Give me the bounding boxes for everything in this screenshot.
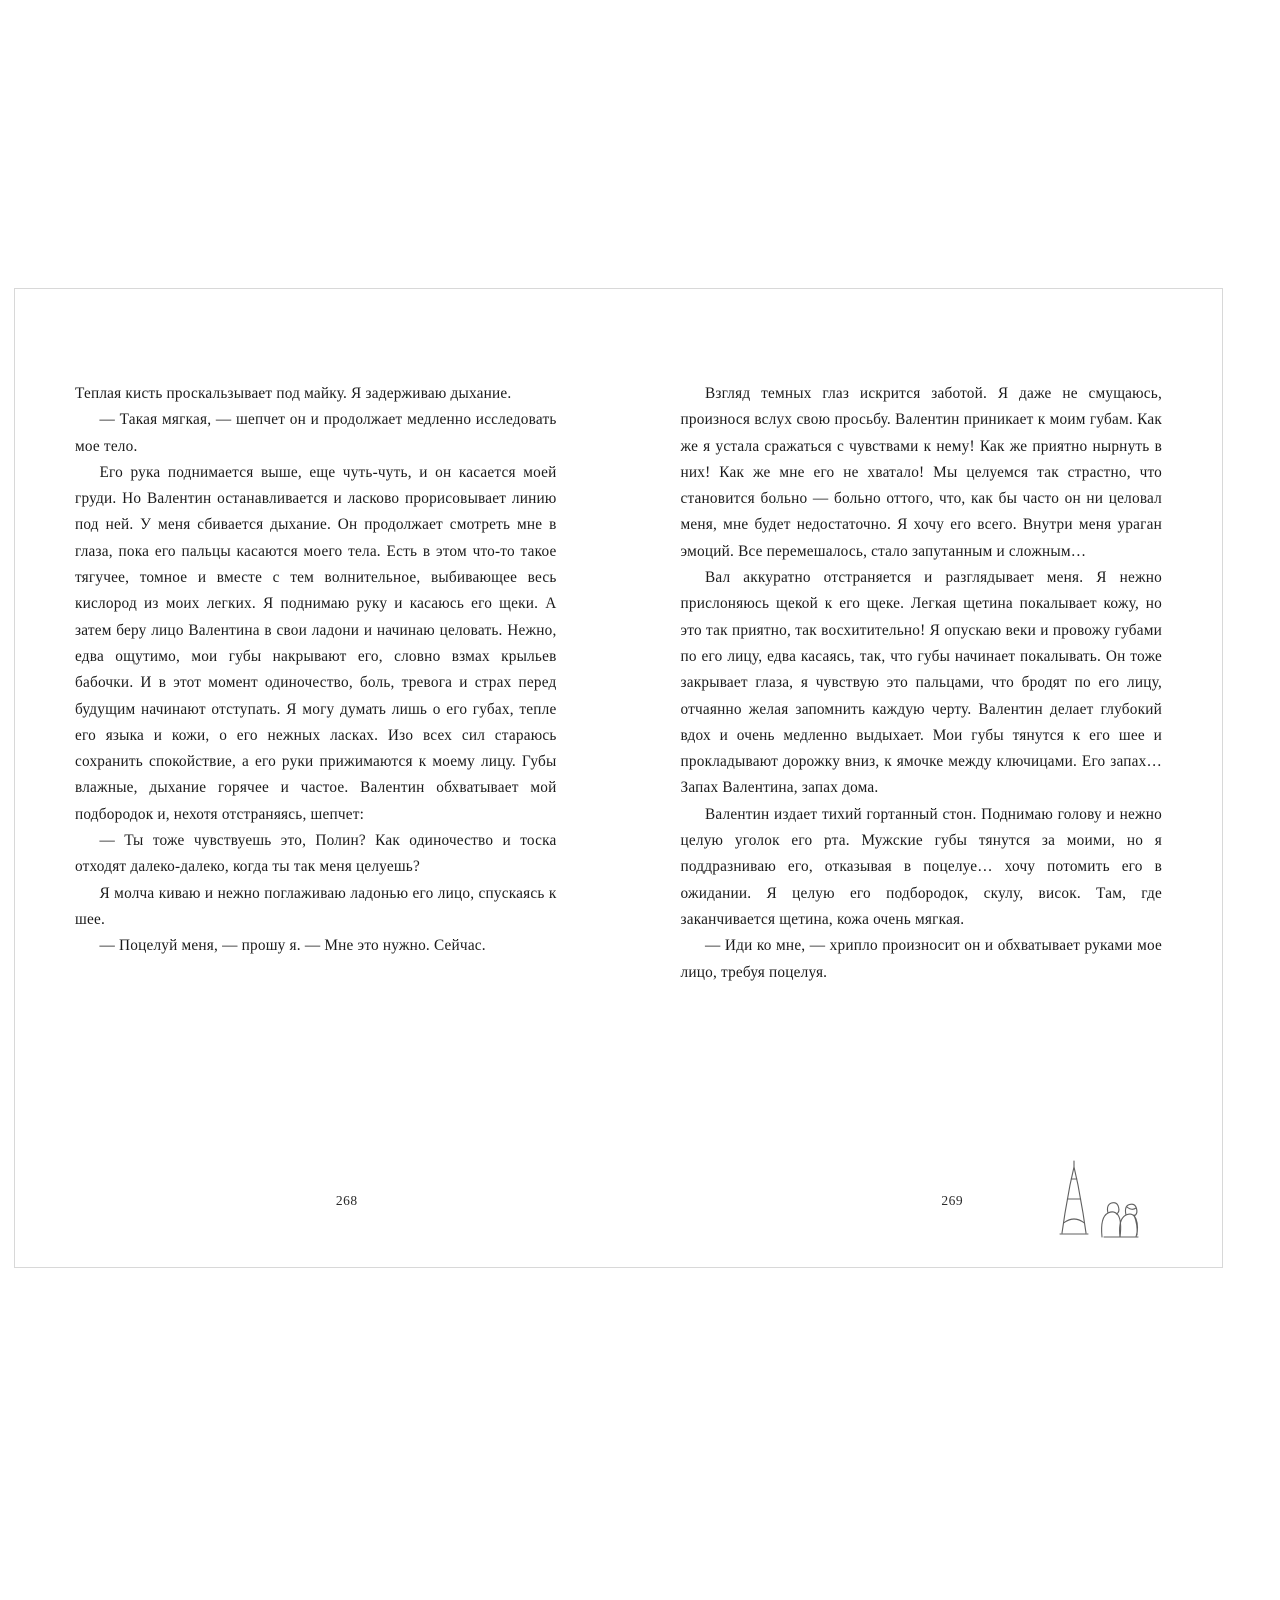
book-spread — [14, 288, 1223, 1268]
paragraph: Его рука поднимается выше, еще чуть-чуть, и он касается моей груди. Но Валентин останавливается и ласково прорисовывает линию под ней. У меня сбивается дыхание. Он продолжает смотреть мне в глаза, пока его пальцы касаются моего тела. Есть в этом что-то такое тягучее, томное и вместе с тем волнительное, выбивающее весь кислород из моих легких. Я поднимаю руку и касаюсь его щеки. А затем беру лицо Валентина в свои ладони и начинаю целовать. Нежно, едва ощутимо, мои губы накрывают его, словно взмах крыльев бабочки. И в этот момент одиночество, боль, тревога и страх перед будущим начинают отступать. Я могу думать лишь о его губах, тепле его языка и кожи, о его нежных ласках. Изо всех сил стараюсь сохранить спокойствие, а его руки прижимаются к моему лицу. Губы влажные, дыхание горячее и частое. Валентин обхватывает мой подбородок и, нехотя отстраняясь, шепчет: — [75, 463, 557, 823]
paragraph: — Иди ко мне, — хрипло произносит он и обхватывает руками мое лицо, требуя поцелуя. — [680, 937, 1162, 981]
paragraph: Теплая кисть проскальзывает под майку. Я задерживаю дыхание. — [75, 385, 512, 402]
page-number-right: 269 — [941, 1193, 964, 1208]
eiffel-tower-couple-icon — [1048, 1155, 1144, 1247]
paragraph: — Поцелуй меня, — прошу я. — Мне это нужно. Сейчас. — [99, 937, 486, 955]
page-left-body — [75, 381, 557, 960]
paragraph: — Такая мягкая, — шепчет он и продолжает медленно исследовать мое тело. — [75, 411, 557, 455]
paragraph: — Ты тоже чувствуешь это, Полин? Как одиночество и тоска отходят далеко-далеко, когда ты так меня целуешь? — [75, 832, 557, 876]
paragraph: Валентин издает тихий гортанный стон. Поднимаю голову и нежно целую уголок его рта. Мужские губы тянутся за моими, но я поддразниваю его, отказывая в поцелуе… хочу потомить его в ожидании. Я целую его подбородок, скулу, висок. Там, где заканчивается щетина, кожа очень мягкая. — [680, 805, 1162, 928]
page-left — [75, 381, 619, 1267]
page-right — [619, 381, 1163, 1267]
paragraph: Вал аккуратно отстраняется и разглядывает меня. Я нежно прислоняюсь щекой к его щеке. Легкая щетина покалывает кожу, но это так приятно, так восхитительно! Я опускаю веки и провожу губами по его лицу, едва касаясь, так, что губы начинает покалывать. Он тоже закрывает глаза, я чувствую это пальцами, что бродят по его лицу, отчаянно желая запомнить каждую черту. Валентин делает глубокий вдох и очень медленно выдыхает. Мои губы тянутся к его шее и прокладывают дорожку вниз, к ямочке между ключицами. Его запах… Запах Валентина, запах дома. — [680, 569, 1162, 797]
spread-pages — [15, 289, 1222, 1267]
page-right-body — [681, 381, 1163, 986]
paragraph: Взгляд темных глаз искрится заботой. Я даже не смущаюсь, произнося вслух свою просьбу. Валентин приникает к моим губам. Как же я устала сражаться с чувствами к нему! Как же приятно нырнуть в них! Как же мне его не хватало! Мы целуемся так страстно, что становится больно — больно оттого, что, как бы часто он ни целовал меня, мне будет недостаточно. Я хочу его всего. Внутри меня ураган эмоций. Все перемешалось, стало запутанным и сложным… — [680, 385, 1162, 560]
page-number-left: 268 — [335, 1193, 358, 1208]
paragraph: Я молча киваю и нежно поглаживаю ладонью его лицо, спускаясь к шее. — [75, 884, 557, 928]
